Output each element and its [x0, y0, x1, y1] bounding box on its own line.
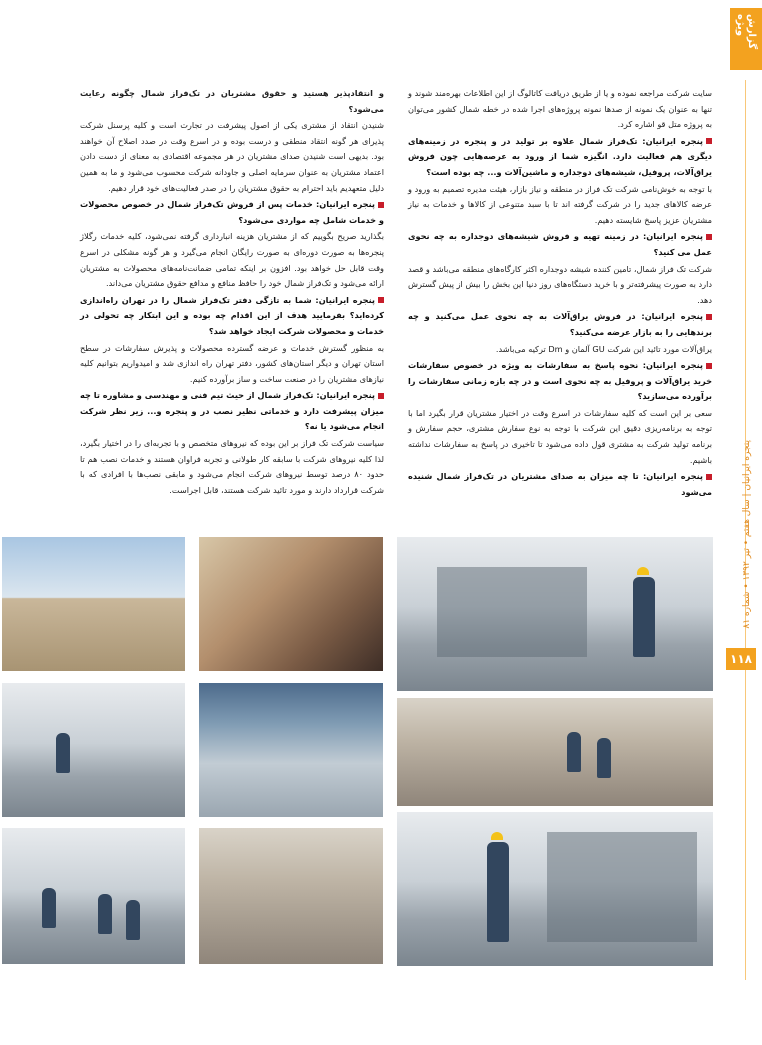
- interview-question: و انتقادپذیر هستید و حقوق مشتریان در تک‌فراز شمال چگونه رعایت می‌شود؟: [80, 88, 384, 114]
- worker-figure: [98, 894, 112, 934]
- interview-question: پنجره ایرانیان: تا چه میزان به صدای مشتریان در تک‌فراز شمال شنیده می‌شود: [408, 469, 712, 500]
- paragraph: سعی بر این است که کلیه سفارشات در اسرع وقت در اختیار مشتریان قرار بگیرد اما با توجه به برنامه‌ریزی دقیق این شرکت با توجه به نوع سفارش مشتری، حجم سفارش و برنامه تولید شرکت به مشتری قول داده می‌شود تا تاخیری در پاسخ به سفارشات نداشته باشیم.: [408, 407, 712, 465]
- paragraph: یراق‌آلات مورد تائید این شرکت GU آلمان و Dm ترکیه می‌باشد.: [495, 343, 712, 354]
- article-column-right: [408, 86, 712, 526]
- paragraph: سایت شرکت مراجعه نموده و یا از طریق دریافت کاتالوگ از این اطلاعات بهره‌مند شوند و تنها به عنوان یک نمونه از صدها نمونه پروژه‌های اجرا شده در خطه شمال کشور می‌توان به پروژه متل قو اشاره کرد.: [408, 88, 712, 130]
- worker-figure: [633, 577, 655, 657]
- interview-question: پنجره ایرانیان: شما به تازگی دفتر تک‌فراز شمال را در تهران راه‌اندازی کرده‌اید؟ بفرمایید هدف از این اقدام چه بوده و این ابتکار چه تحولی در خدمات و محصولات شرکت ایجاد خواهد شد؟: [80, 293, 384, 340]
- photo-glass-worker: [2, 683, 185, 817]
- machine-shape: [547, 832, 697, 942]
- worker-figure: [487, 842, 509, 942]
- worker-figure: [42, 888, 56, 928]
- publication-info: پنجره ایرانیان | سال هفتم • تیر ۱۳۹۲ • شماره ۸۱: [742, 440, 752, 629]
- article-body: [80, 86, 712, 526]
- photo-production-hall: [2, 828, 185, 964]
- page-number: ۱۱۸: [726, 648, 756, 670]
- paragraph: بگذارید صریح بگوییم که از مشتریان هزینه انبارداری گرفته نمی‌شود، کلیه خدمات رگلاژ پنجره‌ها به صورت دوره‌ای به صورت رایگان انجام می‌گیرد و هر گونه مشکلی در اسرع وقت قابل حل خواهد بود. افزون بر اینکه تمامی ضمانت‌نامه‌های محصولات به مشتریان ارائه می‌شود و تک‌فراز شمال خود را حافظ منافع و مدافع حقوق مشتریان می‌داند.: [80, 231, 384, 289]
- paragraph: شرکت تک فراز شمال، تامین کننده شیشه دوجداره اکثر کارگاه‌های منطقه می‌باشد و قصد دارد به صورت پیشرفته‌تر و با خرید دستگاه‌های روز دنیا این بخش را بیش از پیش گسترش دهد.: [408, 263, 712, 305]
- photo-warehouse-worker: [199, 828, 383, 964]
- interview-question: پنجره ایرانیان: تک‌فراز شمال علاوه بر تولید در و پنجره در زمینه‌های دیگری هم فعالیت دارد. انگیزه شما از ورود به عرصه‌هایی چون فروش یراق‌آلات، پروفیل، شیشه‌های دوجداره و ماشین‌آلات و... چه بوده است؟: [408, 134, 712, 181]
- worker-figure: [597, 738, 611, 778]
- worker-figure: [56, 733, 70, 773]
- interview-question: پنجره ایرانیان: خدمات پس از فروش تک‌فراز شمال در خصوص محصولات و خدمات شامل چه مواردی می‌شود؟: [80, 197, 384, 228]
- section-tab-label: گزارش ویژه: [735, 14, 757, 50]
- interview-question: پنجره ایرانیان: نحوه پاسخ به سفارشات به ویژه در خصوص سفارشات خرید یراق‌آلات و پروفیل به چه نحوی است و در چه بازه زمانی سفارشات را برآورده می‌سازید؟: [408, 358, 712, 405]
- machine-shape: [437, 567, 587, 657]
- interview-question: پنجره ایرانیان: در فروش یراق‌آلات به چه نحوی عمل می‌کنید و چه برندهایی را به بازار عرضه می‌کنید؟: [408, 309, 712, 340]
- photo-office-staff: [199, 537, 383, 671]
- photo-machine-operator: [397, 537, 713, 691]
- paragraph: شنیدن انتقاد از مشتری یکی از اصول پیشرفت در تجارت است و کلیه پرسنل شرکت پذیرای هر گونه انتقاد منطقی و درست بوده و در اسرع وقت در صدد اصلاح آن خواهند بود. بدیهی است شنیدن صدای مشتریان در هر مجموعه اقتصادی به معنای از دست دادن اعتماد مشتریان به عنوان سرمایه اصلی و جاودانه شرکت محسوب می‌شود و ما به همین دلیل متعهدیم باید احترام به حقوق مشتریان را در صدر فعالیت‌های خود قرار دهیم.: [80, 120, 384, 193]
- paragraph: به منظور گسترش خدمات و عرضه گسترده محصولات و پذیرش سفارشات در سطح استان تهران و دیگر استان‌های کشور، دفتر تهران راه اندازی شد و امیدواریم بتوانیم کلیه نیازهای مشتریان را در صنعت ساخت و ساز برآورده کنیم.: [80, 342, 384, 384]
- photo-factory-exterior: [2, 537, 185, 671]
- helmet-shape: [491, 832, 503, 840]
- interview-question: پنجره ایرانیان: در زمینه تهیه و فروش شیشه‌های دوجداره به چه نحوی عمل می کنید؟: [408, 229, 712, 260]
- paragraph: با توجه به خوش‌نامی شرکت تک فراز در منطقه و نیاز بازار، هیئت مدیره تصمیم به ورود و عرضه کالاهای جدید را در شرکت گرفته اند تا با سبد متنوعی از کالاها و خدمات به نیاز مشتریان عزیز پاسخ شایسته دهیم.: [408, 183, 712, 225]
- article-column-left: [80, 86, 384, 526]
- photo-cutting-machine: [397, 812, 713, 966]
- paragraph: سیاست شرکت تک فراز بر این بوده که نیروهای متخصص و با تجربه‌ای را در اختیار بگیرد، لذا کلیه نیروهای شرکت با سابقه کار طولانی و تجربه فراوان هستند و خدمات نصب هم تا حدود ۸۰ درصد توسط نیروهای شرکت انجام می‌شود و مابقی نصب‌ها با افرادی که با شرکت قرارداد دارند و مورد تائید شرکت هستند، قابل اجراست.: [80, 438, 385, 495]
- worker-figure: [567, 732, 581, 772]
- helmet-shape: [637, 567, 649, 575]
- right-sidebar: [722, 0, 762, 1045]
- photo-profile-warehouse: [199, 683, 383, 817]
- interview-question: پنجره ایرانیان: تک‌فراز شمال از حیث تیم فنی و مهندسی و مشاوره تا چه میزان پیشرفت دارد و خدماتی نظیر نصب در و پنجره و... زیر نظر شرکت انجام می‌شود یا نه؟: [80, 388, 384, 435]
- worker-figure: [126, 900, 140, 940]
- photo-workshop-frames: [397, 698, 713, 806]
